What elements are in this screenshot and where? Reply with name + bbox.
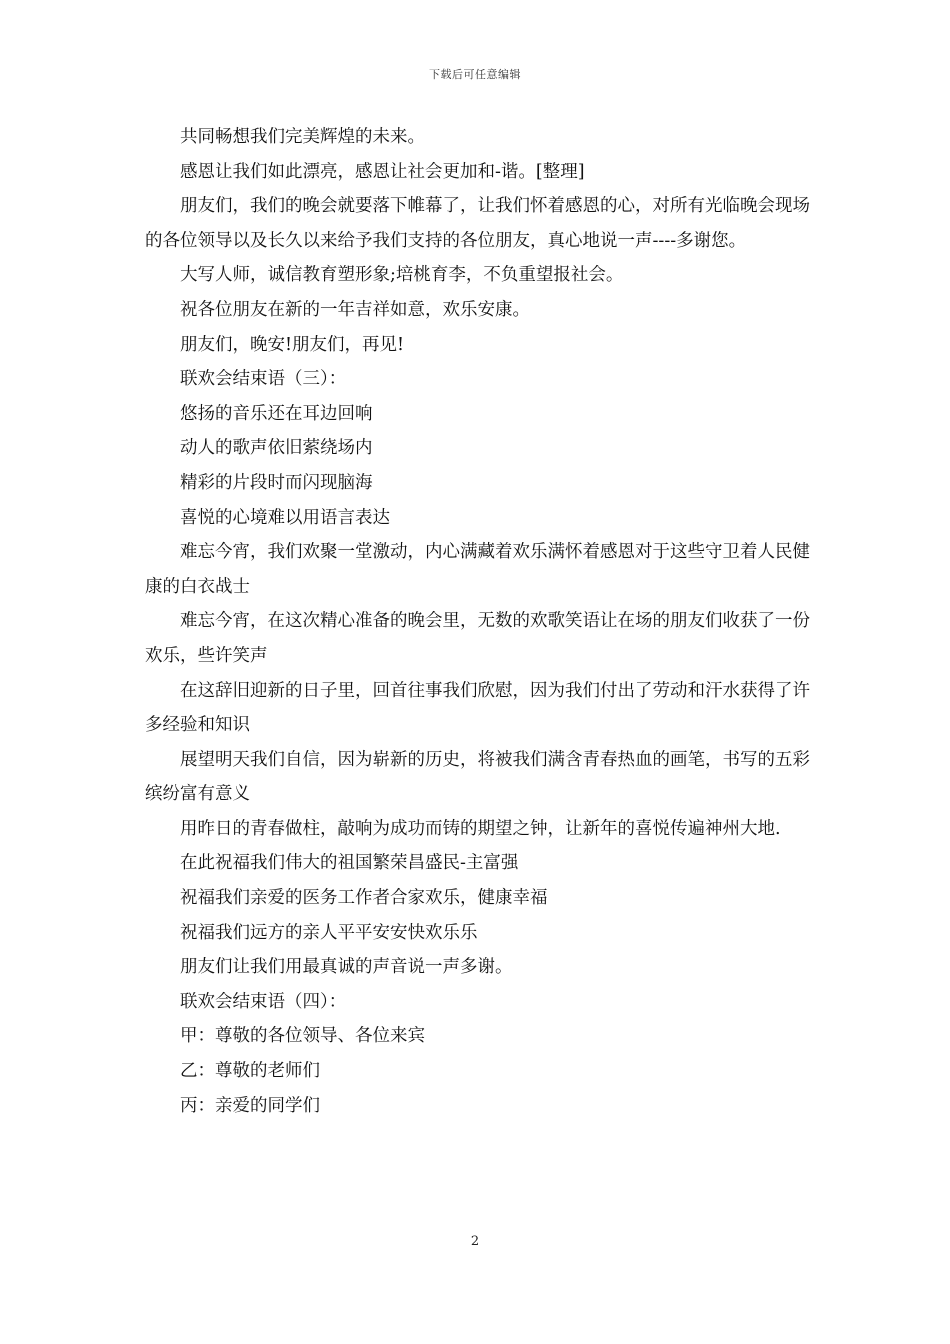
section-heading: 联欢会结束语（三）： [180, 369, 347, 390]
page-header: 下载后可任意编辑 [429, 68, 521, 81]
paragraph: 祝福我们远方的亲人平平安安快欢乐乐 [180, 922, 478, 943]
paragraph: 朋友们，晚安!朋友们，再见! [180, 334, 405, 355]
page-number: 2 [470, 1234, 480, 1249]
paragraph: 感恩让我们如此漂亮，感恩让社会更加和-谐。[整理] [180, 161, 585, 182]
paragraph: 祝福我们亲爱的医务工作者合家欢乐，健康幸福 [180, 888, 548, 909]
paragraph: 喜悦的心境难以用语言表达 [180, 507, 390, 528]
paragraph: 乙：尊敬的老师们 [180, 1061, 320, 1082]
paragraph: 用昨日的青春做柱，敲响为成功而铸的期望之钟，让新年的喜悦传遍神州大地. [180, 818, 781, 839]
paragraph: 祝各位朋友在新的一年吉祥如意，欢乐安康。 [180, 299, 530, 320]
paragraph: 在这辞旧迎新的日子里，回首往事我们欣慰，因为我们付出了劳动和汗水获得了许多经验和知识 [145, 680, 810, 736]
section-heading: 联欢会结束语（四）： [180, 991, 347, 1012]
paragraph: 朋友们，我们的晚会就要落下帷幕了，让我们怀着感恩的心，对所有光临晚会现场的各位领导以及长久以来给予我们支持的各位朋友，真心地说一声----多谢您。 [145, 196, 810, 251]
paragraph: 难忘今宵，我们欢聚一堂激动，内心满藏着欢乐满怀着感恩对于这些守卫着人民健康的白衣战士 [145, 542, 810, 597]
paragraph: 大写人师，诚信教育塑形象;培桃育李，不负重望报社会。 [180, 265, 624, 286]
paragraph: 展望明天我们自信，因为崭新的历史，将被我们满含青春热血的画笔，书写的五彩缤纷富有意义 [145, 749, 810, 805]
document-body [145, 120, 810, 1123]
paragraph: 动人的歌声依旧萦绕场内 [180, 438, 373, 459]
paragraph: 朋友们让我们用最真诚的声音说一声多谢。 [180, 957, 513, 978]
paragraph: 共同畅想我们完美辉煌的未来。 [180, 127, 425, 147]
paragraph: 在此祝福我们伟大的祖国繁荣昌盛民-主富强 [180, 853, 519, 874]
paragraph: 难忘今宵，在这次精心准备的晚会里，无数的欢歌笑语让在场的朋友们收获了一份欢乐，些许笑声 [145, 611, 810, 666]
paragraph: 丙：亲爱的同学们 [180, 1095, 320, 1116]
paragraph: 精彩的片段时而闪现脑海 [180, 472, 373, 493]
paragraph: 甲：尊敬的各位领导、各位来宾 [180, 1026, 425, 1047]
paragraph: 悠扬的音乐还在耳边回响 [180, 403, 373, 424]
